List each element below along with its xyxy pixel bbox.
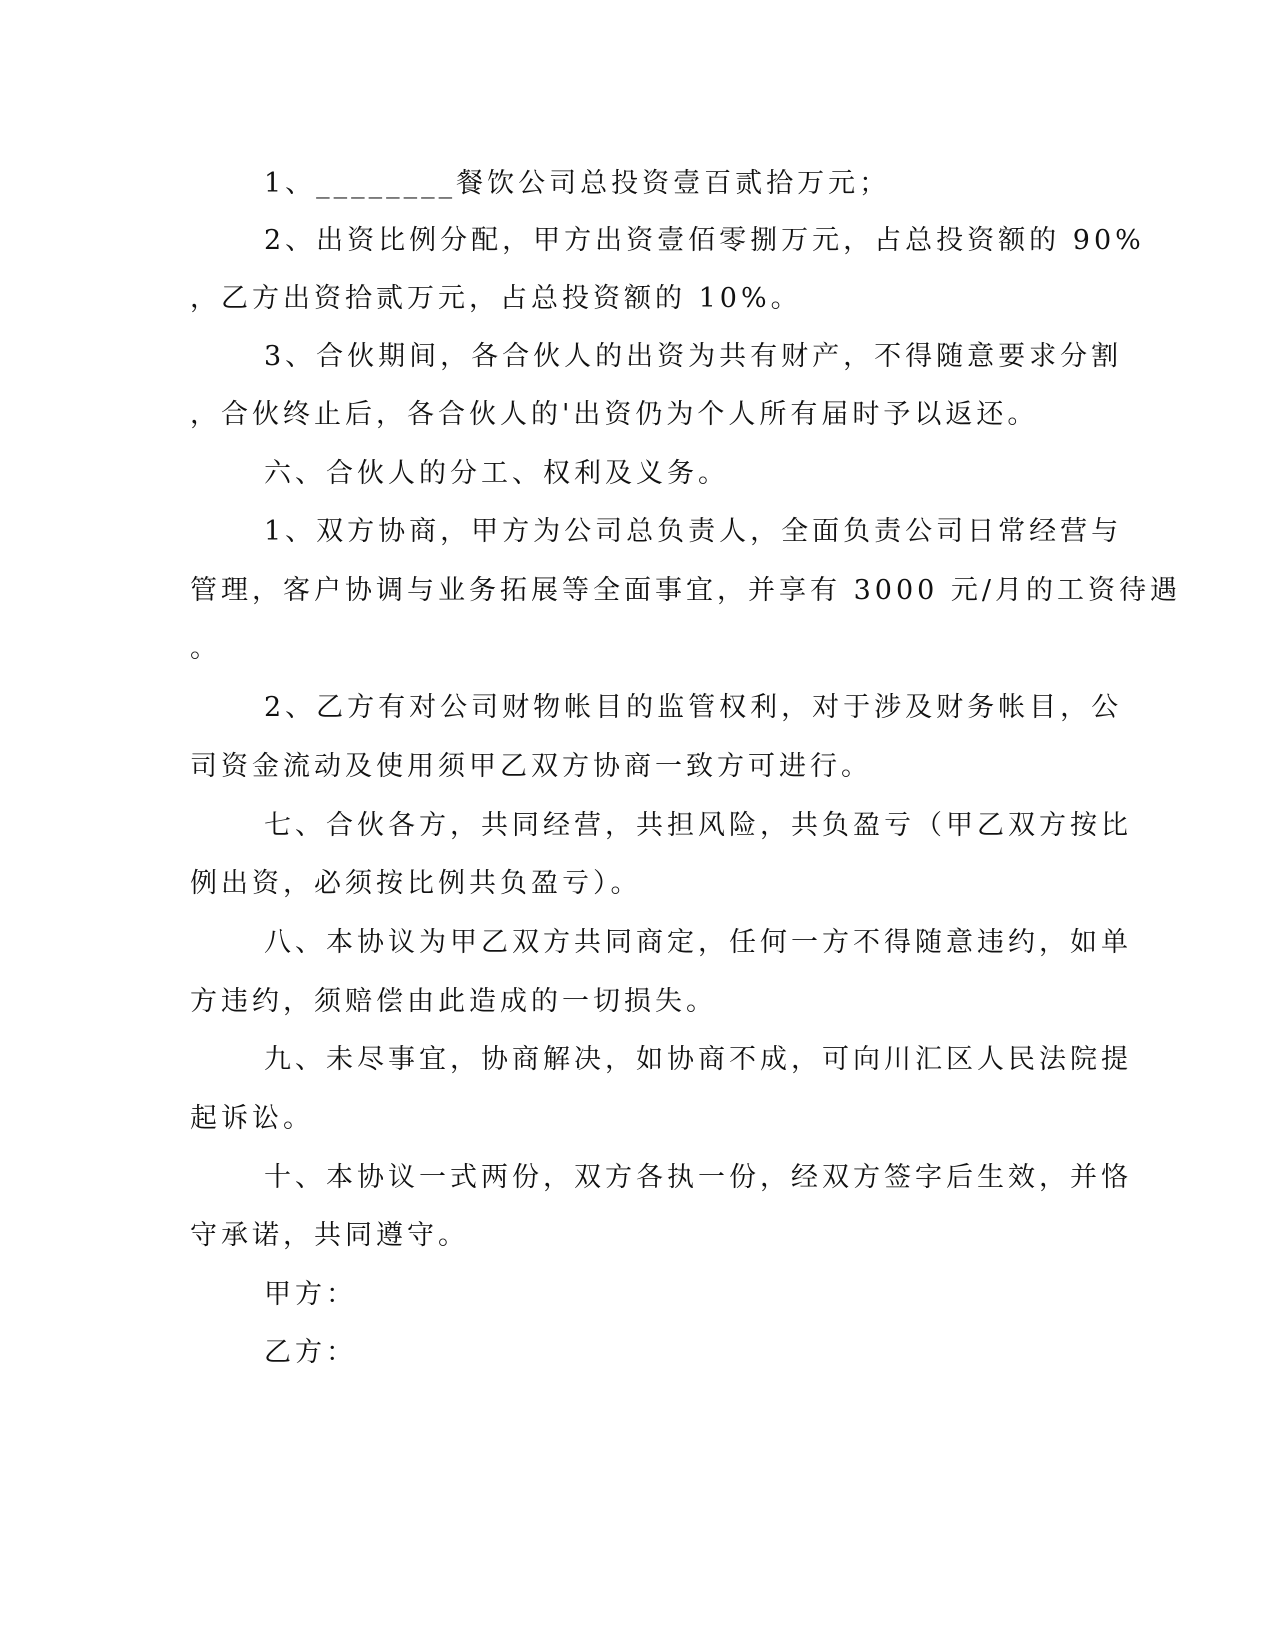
party-a-signature-label: 甲方：	[264, 1279, 357, 1310]
section-9: 九、未尽事宜，协商解决，如协商不成，可向川汇区人民法院提	[264, 1044, 1132, 1075]
section-6-item-2-continuation: 司资金流动及使用须甲乙双方协商一致方可进行。	[190, 751, 872, 782]
section-8: 八、本协议为甲乙双方共同商定，任何一方不得随意违约，如单	[264, 927, 1132, 958]
clause-2-capital-ratio: 2、出资比例分配，甲方出资壹佰零捌万元，占总投资额的 90%	[264, 225, 1145, 256]
section-7: 七、合伙各方，共同经营，共担风险，共负盈亏（甲乙双方按比	[264, 810, 1132, 841]
clause-1-total-investment: 1、________餐饮公司总投资壹百贰拾万元；	[264, 168, 891, 199]
section-6-heading: 六、合伙人的分工、权利及义务。	[264, 458, 729, 489]
section-10-continuation: 守承诺，共同遵守。	[190, 1220, 469, 1251]
clause-3-continuation: ，合伙终止后，各合伙人的'出资仍为个人所有届时予以返还。	[190, 399, 1039, 430]
clause-3-partnership-assets: 3、合伙期间，各合伙人的出资为共有财产，不得随意要求分割	[264, 341, 1123, 372]
section-7-continuation: 例出资，必须按比例共负盈亏）。	[190, 868, 642, 899]
section-10: 十、本协议一式两份，双方各执一份，经双方签字后生效，并恪	[264, 1162, 1132, 1193]
section-9-continuation: 起诉讼。	[190, 1103, 314, 1134]
section-6-item-1-continuation: 管理，客户协调与业务拓展等全面事宜，并享有 3000 元/月的工资待遇	[190, 575, 1181, 606]
section-6-item-1-end: 。	[190, 633, 221, 664]
party-b-signature-label: 乙方：	[264, 1337, 357, 1368]
section-6-item-1: 1、双方协商，甲方为公司总负责人，全面负责公司日常经营与	[264, 516, 1123, 547]
section-6-item-2: 2、乙方有对公司财物帐目的监管权利，对于涉及财务帐目，公	[264, 692, 1123, 723]
clause-2-continuation: ，乙方出资拾贰万元，占总投资额的 10%。	[190, 283, 802, 314]
section-8-continuation: 方违约，须赔偿由此造成的一切损失。	[190, 986, 717, 1017]
